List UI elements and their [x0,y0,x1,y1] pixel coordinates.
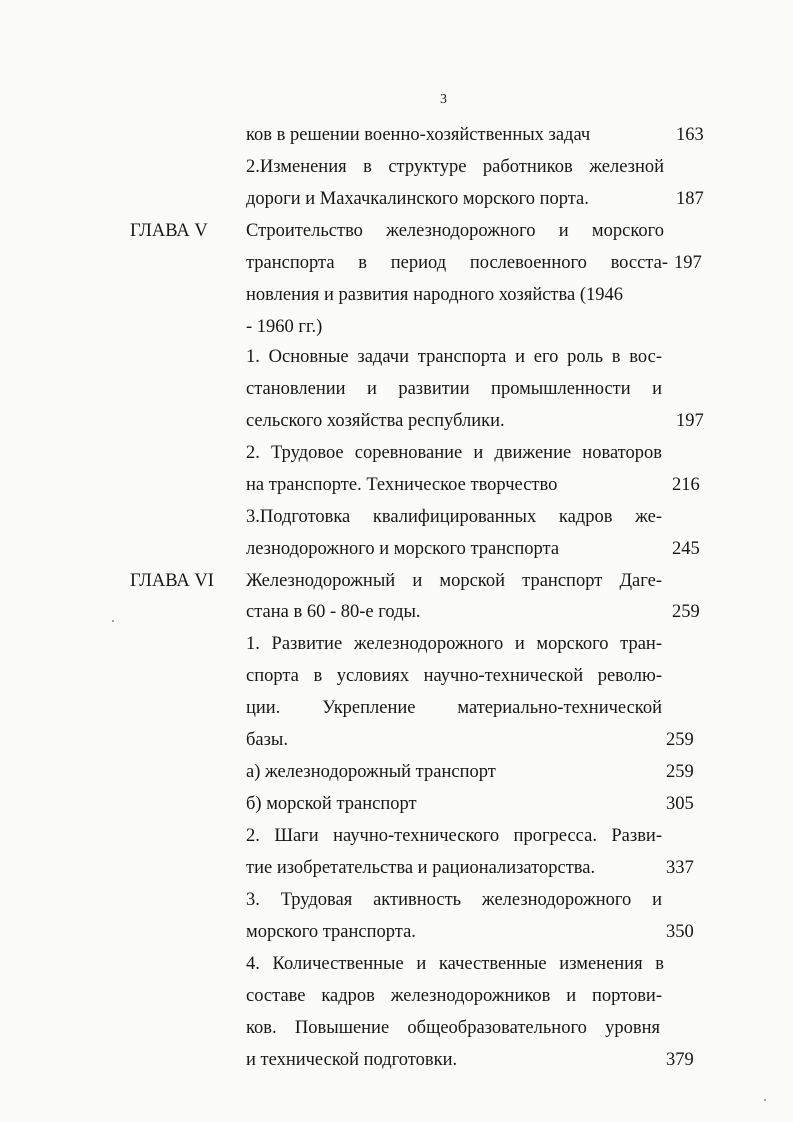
toc-line: сельского хозяйства республики. [246,411,505,431]
toc-line: спорта в условиях научно-технической револю- [246,666,662,686]
chapter-label: ГЛАВА VI [130,571,214,591]
page-ref: 197 [676,411,704,431]
toc-line: новления и развития народного хозяйства (1946 [246,285,624,305]
toc-line: а) железнодорожный транспорт [246,762,496,782]
page-ref: 305 [666,794,694,814]
toc-line: ков. Повышение общеобразовательного уровня [246,1018,660,1038]
toc-line: 2. Шаги научно-технического прогресса. Разви- [246,826,662,846]
toc-line: 4. Количественные и качественные изменения в [246,954,664,974]
toc-line: 1. Основные задачи транспорта и его роль в вос- [246,347,662,367]
page-number: 3 [440,92,447,107]
toc-line: 3.Подготовка квалифицированных кадров же- [246,507,662,527]
toc-line: 2. Трудовое соревнование и движение новаторов [246,443,662,463]
toc-line: ции. Укрепление материально-технической [246,698,662,718]
page-ref: 350 [666,922,694,942]
page-ref: 197 [674,253,702,273]
toc-line: базы. [246,730,288,750]
toc-line: и технической подготовки. [246,1050,458,1070]
page-ref: 245 [672,539,700,559]
chapter-label: ГЛАВА V [130,221,208,241]
toc-line: Железнодорожный и морской транспорт Даге- [246,571,662,591]
toc-line: б) морской транспорт [246,794,417,814]
page-ref: 163 [676,125,704,145]
page-ref: 216 [672,475,700,495]
toc-line: транспорта в период послевоенного восста- [246,253,668,273]
scan-speck [112,620,114,622]
toc-line: стана в 60 - 80-е годы. [246,602,421,622]
toc-line: Строительство железнодорожного и морского [246,221,664,241]
page-ref: 259 [666,730,694,750]
toc-line: - 1960 гг.) [246,317,323,337]
scan-speck [764,1099,766,1101]
page-ref: 337 [666,858,694,878]
page-ref: 259 [672,602,700,622]
toc-line: дороги и Махачкалинского морского порта. [246,189,589,209]
toc-line: 3. Трудовая активность железнодорожного и [246,890,662,910]
toc-line: составе кадров железнодорожников и портови- [246,986,662,1006]
toc-line: морского транспорта. [246,922,416,942]
toc-line: 1. Развитие железнодорожного и морского тран- [246,634,662,654]
toc-line: тие изобретательства и рационализаторства. [246,858,596,878]
toc-line: становлении и развитии промышленности и [246,379,662,399]
toc-line: на транспорте. Техническое творчество [246,475,558,495]
page-ref: 187 [676,189,704,209]
page-ref: 259 [666,762,694,782]
page-ref: 379 [666,1050,694,1070]
toc-line: лезнодорожного и морского транспорта [246,539,560,559]
toc-line: 2.Изменения в структуре работников железной [246,157,664,177]
toc-line: ков в решении военно-хозяйственных задач [246,125,591,145]
